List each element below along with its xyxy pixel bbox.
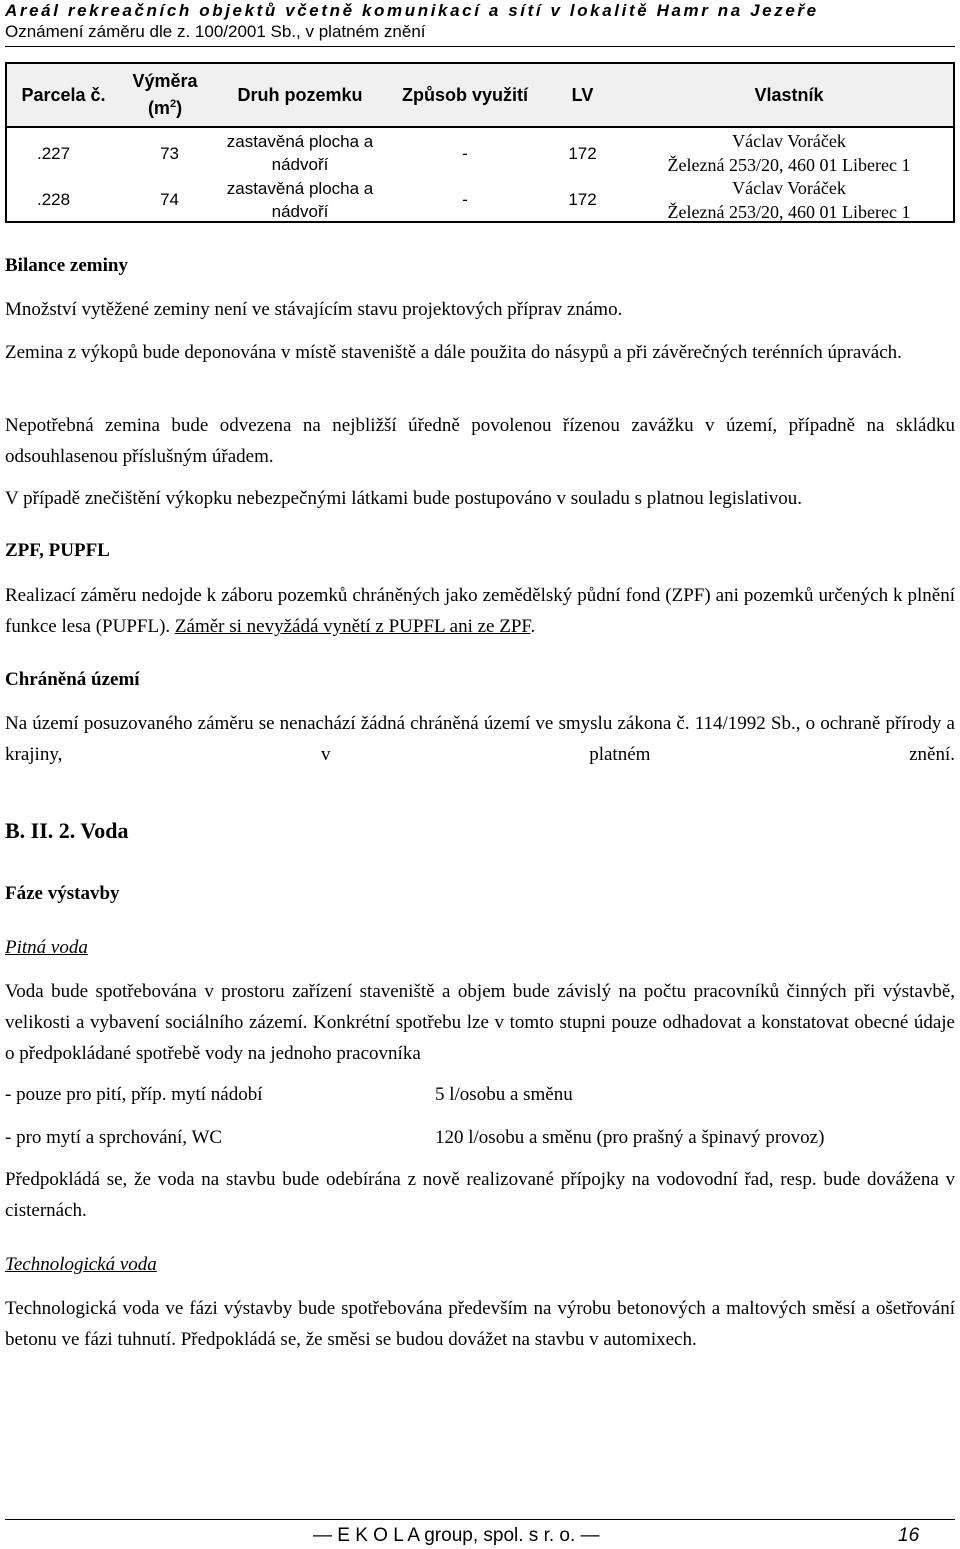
page-header	[5, 0, 955, 42]
section-heading-pitna: Pitná voda	[5, 937, 88, 958]
header-vymera-label: Výměra	[132, 71, 198, 91]
header-vlastnik: Vlastník	[754, 84, 824, 105]
header-lv: LV	[571, 84, 594, 105]
consumption-label: - pouze pro pití, příp. mytí nádobí	[5, 1084, 263, 1105]
cell-parcela: .228	[37, 190, 71, 209]
cell-vymera: 74	[160, 190, 179, 209]
cell-druh: zastavěná plocha a nádvoří	[226, 132, 374, 174]
paragraph: Voda bude spotřebována v prostoru zařízení staveniště a objem bude závislý na počtu pracovníků činných při výstavbě, velikosti a vybavení sociálního zázemí. Konkrétní spotřebu lze v tomto stupni pouze odhadovat a konstatovat obecné údaje o předpokládané spotřebě vody na jednoho pracovníka	[5, 981, 955, 1064]
table-header-row	[7, 64, 953, 128]
section-heading-voda: B. II. 2. Voda	[5, 818, 129, 843]
cell-zpusob: -	[462, 143, 468, 163]
header-druh: Druh pozemku	[237, 84, 363, 105]
cell-vlastnik: Václav Voráček Železná 253/20, 460 01 Liberec 1	[667, 131, 911, 175]
cell-zpusob: -	[462, 190, 468, 209]
consumption-value: 120 l/osobu a směnu (pro prašný a špinavý provoz)	[435, 1127, 825, 1148]
paragraph: V případě znečištění výkopku nebezpečnými látkami bude postupováno v souladu s platnou legislativou.	[5, 488, 802, 509]
page-number: 16	[898, 1525, 920, 1546]
paragraph: Technologická voda ve fázi výstavby bude spotřebována především na výrobu betonových a maltových směsí a ošetřování betonu ve fázi tuhnutí. Předpokládá se, že směsi se budou dovážet na stavbu v automixech.	[5, 1298, 955, 1350]
parcel-table	[5, 62, 955, 223]
cell-lv: 172	[568, 143, 597, 163]
cell-vymera: 73	[160, 143, 179, 163]
header-divider	[5, 46, 955, 47]
section-heading-faze: Fáze výstavby	[5, 883, 120, 904]
section-heading-chranena: Chráněná území	[5, 669, 140, 690]
header-zpusob: Způsob využití	[402, 84, 528, 105]
footer-company: — E K O L A group, spol. s r. o. —	[313, 1525, 600, 1546]
document-title: Areál rekreačních objektů včetně komunikací a sítí v lokalitě Hamr na Jezeře	[5, 1, 819, 20]
table-row	[7, 128, 953, 178]
section-heading-bilance: Bilance zeminy	[5, 255, 128, 276]
paragraph: Realizací záměru nedojde k záboru pozemků chráněných jako zemědělský půdní fond (ZPF) ani pozemků určených k plnění funkce lesa (PUPFL). Záměr si nevyžádá vynětí z PUPFL ani ze ZPF.	[5, 585, 955, 637]
consumption-value: 5 l/osobu a směnu	[435, 1084, 573, 1105]
header-parcela: Parcela č.	[21, 84, 106, 105]
paragraph: Na území posuzovaného záměru se nenachází žádná chráněná území ve smyslu zákona č. 114/1992 Sb., o ochraně přírody a krajiny, v platném znění.	[5, 713, 955, 765]
section-heading-technologicka: Technologická voda	[5, 1254, 157, 1275]
paragraph: Množství vytěžené zeminy není ve stávajícím stavu projektových příprav známo.	[5, 299, 623, 320]
cell-vlastnik: Václav Voráček Železná 253/20, 460 01 Liberec 1	[667, 177, 911, 222]
header-vymera	[120, 64, 210, 126]
paragraph: Zemina z výkopů bude deponována v místě staveniště a dále použita do násypů a při závěrečných terénních úpravách.	[5, 342, 902, 363]
table-row	[7, 178, 953, 221]
section-heading-zpf: ZPF, PUPFL	[5, 540, 110, 561]
paragraph: Nepotřebná zemina bude odvezena na nejbližší úředně povolenou řízenou zavážku v území, případně na skládku odsouhlasenou příslušným úřadem.	[5, 415, 955, 467]
cell-parcela: .227	[37, 143, 71, 163]
paragraph: Předpokládá se, že voda na stavbu bude odebírána z nově realizované přípojky na vodovodní řad, resp. bude dovážena v cisternách.	[5, 1169, 955, 1221]
footer-divider	[5, 1519, 955, 1520]
document-subtitle: Oznámení záměru dle z. 100/2001 Sb., v platném znění	[5, 22, 426, 41]
cell-druh: zastavěná plocha a nádvoří	[226, 178, 374, 221]
cell-lv: 172	[568, 190, 597, 209]
header-vymera-unit: $(m^2)$	[147, 98, 183, 118]
underlined-statement: Záměr si nevyžádá vynětí z PUPFL ani ze ZPF	[174, 616, 531, 637]
consumption-label: - pro mytí a sprchování, WC	[5, 1127, 223, 1148]
